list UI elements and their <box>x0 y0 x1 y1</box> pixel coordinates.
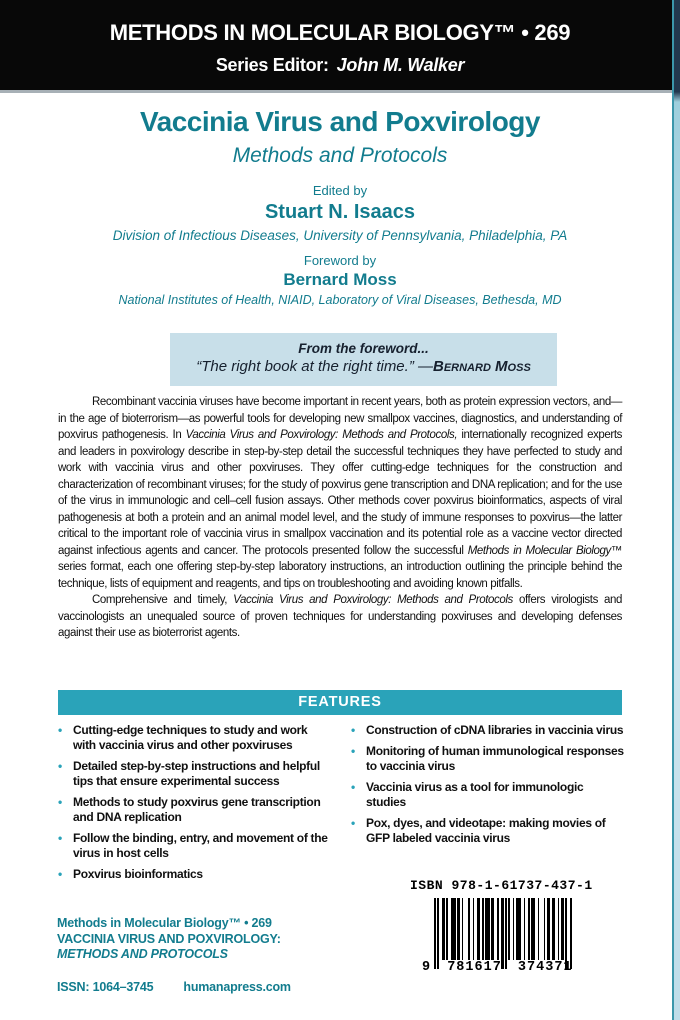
series-editor-name: John M. Walker <box>336 55 465 75</box>
feature-item <box>351 744 624 774</box>
feature-item-label: Methods to study poxvirus gene transcription and DNA replication <box>73 795 321 824</box>
foreword-box-heading: From the foreword... <box>298 341 429 356</box>
publisher-website: humanapress.com <box>183 979 291 994</box>
bullet-icon: • <box>351 780 355 794</box>
feature-item <box>58 759 331 789</box>
footer-subtitle-line: METHODS AND PROTOCOLS <box>57 947 228 961</box>
isbn-number: ISBN 978-1-61737-437-1 <box>410 878 593 893</box>
feature-item <box>351 780 624 810</box>
foreword-quote <box>170 358 557 375</box>
edited-by-label: Edited by <box>312 183 368 198</box>
description-paragraph-1: Recombinant vaccinia viruses have become important in recent years, both as protein expression vectors, and—in the age of bioterrorism—as powerful tools for developing new smallpox vaccines, diagnostics, and understanding of poxvirus pathogenesis. In Vaccinia Virus and Poxvirology: Methods and Protocols, internationally recognized experts and leaders in poxvirology describe in step-by-step detail the successful techniques they have perfected to study and work with vaccinia virus and other poxviruses. They offer cutting-edge techniques for the construction and characterization of recombinant viruses; for the study of poxvirus gene transcription and DNA replication; and for the use of the virus in immunologic and cell–cell fusion assays. Other methods cover poxvirus bioinformatics, aspects of viral pathogenesis at both a protein and an animal model level, and the study of immune responses to poxvirus—the latter critical to the important role of vaccinia virus in smallpox vaccination and its potential role as a vaccine vector directed against infectious agents and cancer. The protocols presented follow the successful Methods in Molecular Biology™ series format, each one offering step-by-step laboratory instructions, an introduction outlining the principle behind the technique, lists of equipment and reagents, and tips on troubleshooting and avoiding known pitfalls. <box>58 396 622 590</box>
feature-item-label: Follow the binding, entry, and movement of the virus in host cells <box>73 831 328 860</box>
footer-title-line: VACCINIA VIRUS AND POXVIROLOGY: <box>57 931 281 946</box>
feature-item-label: Pox, dyes, and videotape: making movies of GFP labeled vaccinia virus <box>366 816 606 845</box>
title-block <box>0 106 680 307</box>
bullet-icon: • <box>58 723 62 737</box>
feature-item-label: Vaccinia virus as a tool for immunologic studies <box>366 780 584 809</box>
series-header-band <box>0 0 680 93</box>
feature-item <box>351 723 624 738</box>
footer-series-line: Methods in Molecular Biology™ • 269 <box>57 916 272 930</box>
editor-name: Stuart N. Isaacs <box>264 201 416 223</box>
series-editor-line <box>0 55 680 76</box>
barcode-space <box>572 898 574 960</box>
bullet-icon: • <box>351 816 355 830</box>
isbn-block <box>410 878 620 975</box>
features-column-right <box>351 723 624 888</box>
attribution-name: Bernard Moss <box>433 358 531 375</box>
feature-item <box>58 795 331 825</box>
series-editor-label: Series Editor: <box>215 55 329 75</box>
footer-series-block <box>57 916 291 995</box>
features-column-left <box>58 723 331 888</box>
description-paragraph-2: Comprehensive and timely, Vaccinia Virus and Poxvirology: Methods and Protocols offers virologists and vaccinologists an unequaled source of proven techniques for understanding poxviruses and developing defenses against their use as bioterrorist agents. <box>58 594 622 639</box>
feature-item <box>58 831 331 861</box>
bullet-icon: • <box>58 759 62 773</box>
issn-number: ISSN: 1064–3745 <box>57 979 154 994</box>
barcode-digits: 9 781617 374371 <box>422 960 573 975</box>
features-heading-bar: FEATURES <box>58 690 622 715</box>
feature-item-label: Monitoring of human immunological responses to vaccinia virus <box>366 744 624 773</box>
foreword-author: Bernard Moss <box>283 270 397 289</box>
book-title: Vaccinia Virus and Poxvirology <box>140 106 540 137</box>
foreword-author-affiliation: National Institutes of Health, NIAID, Laboratory of Viral Diseases, Bethesda, MD <box>118 293 562 307</box>
bullet-icon: • <box>58 831 62 845</box>
feature-item-label: Construction of cDNA libraries in vaccinia virus <box>366 723 624 737</box>
feature-item-label: Poxvirus bioinformatics <box>73 867 203 881</box>
feature-item <box>351 816 624 846</box>
feature-item-label: Detailed step-by-step instructions and helpful tips that ensure experimental success <box>73 759 320 788</box>
bullet-icon: • <box>351 744 355 758</box>
features-list <box>58 723 624 888</box>
feature-item-label: Cutting-edge techniques to study and work with vaccinia virus and other poxviruses <box>73 723 308 752</box>
bullet-icon: • <box>58 795 62 809</box>
editor-affiliation: Division of Infectious Diseases, University of Pennsylvania, Philadelphia, PA <box>112 228 568 243</box>
feature-item <box>58 723 331 753</box>
cover-edge-strip <box>672 0 680 1020</box>
issn-row <box>57 980 291 996</box>
description-text <box>58 394 622 642</box>
foreword-by-label: Foreword by <box>303 253 377 268</box>
bullet-icon: • <box>351 723 355 737</box>
attribution-dash: — <box>413 358 433 375</box>
feature-item <box>58 867 331 882</box>
series-title: METHODS IN MOLECULAR BIOLOGY™ • 269 <box>109 20 571 45</box>
quote-text: “The right book at the right time.” <box>196 358 414 375</box>
book-subtitle: Methods and Protocols <box>232 144 448 167</box>
foreword-quote-box <box>170 333 557 386</box>
bullet-icon: • <box>58 867 62 881</box>
